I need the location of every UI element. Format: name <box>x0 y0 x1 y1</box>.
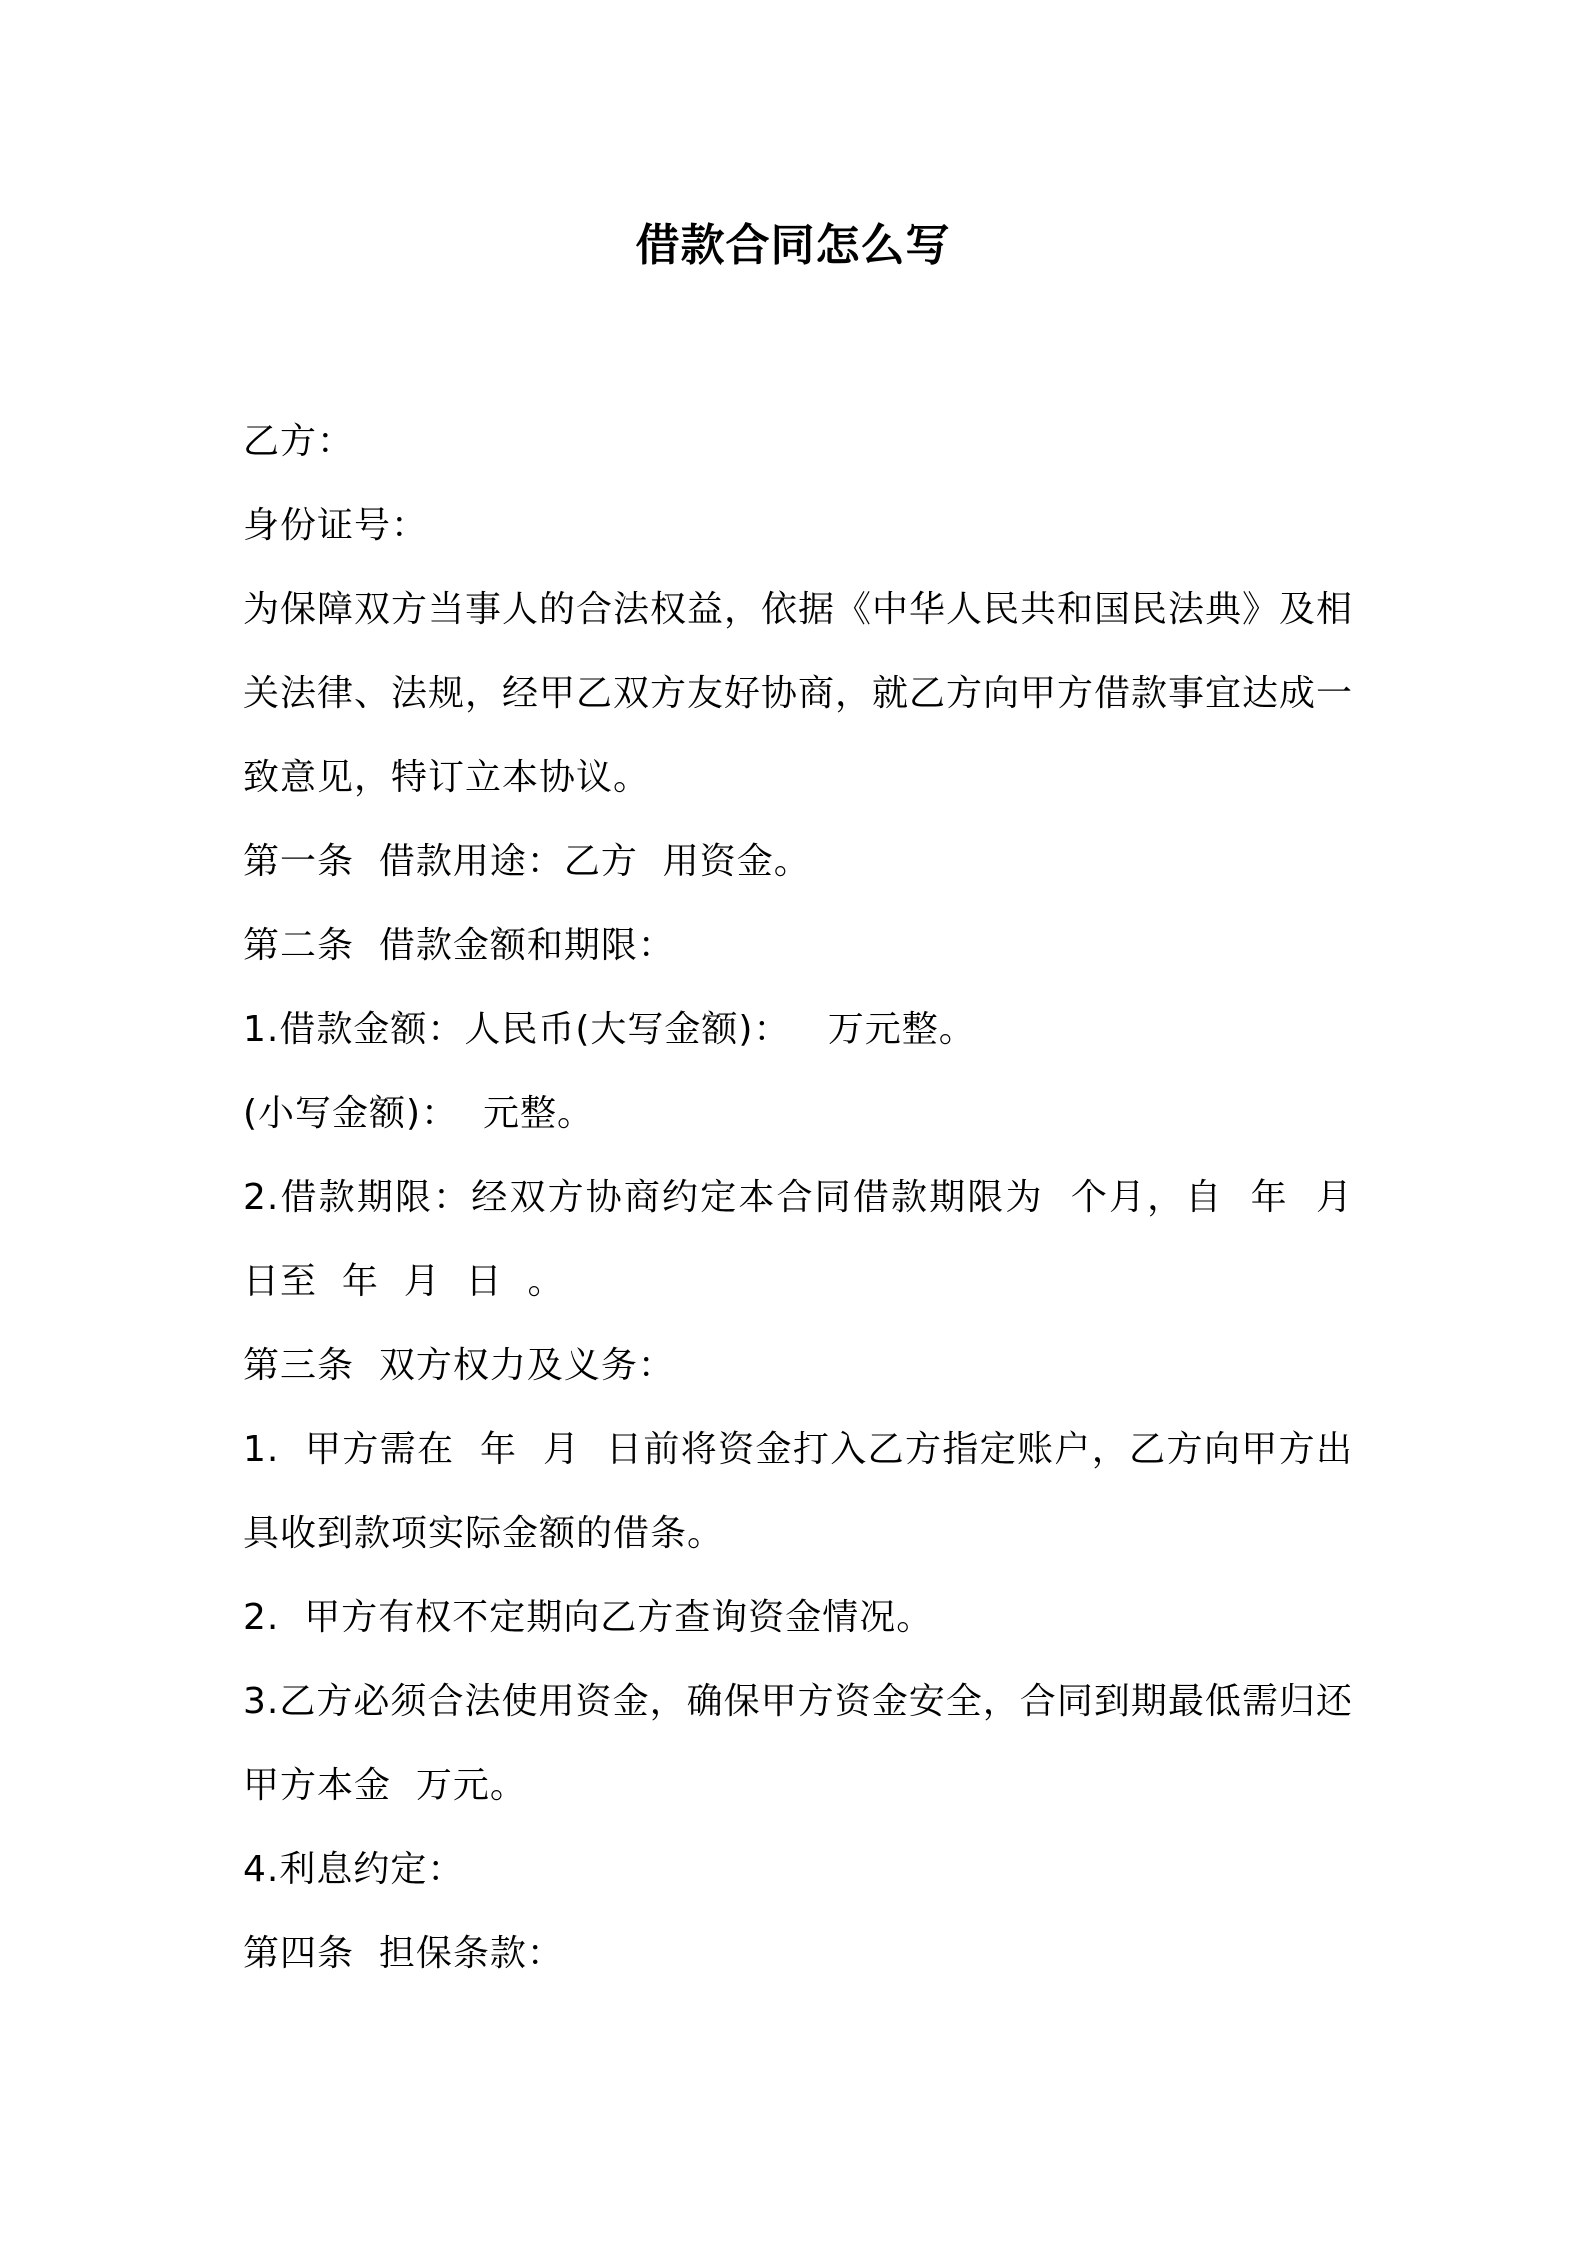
article-4-heading: 第四条 担保条款： <box>243 1933 564 1974</box>
party-b-line: 乙方： <box>243 421 355 462</box>
preamble-paragraph: 为保障双方当事人的合法权益，依据《中华人民共和国民法典》及相关法律、法规，经甲乙双方友好协商，就乙方向甲方借款事宜达成一致意见，特订立本协议。 <box>243 589 1354 798</box>
clause-3-4-interest: 4.利息约定： <box>243 1849 465 1890</box>
clause-3-2: 2. 甲方有权不定期向乙方查询资金情况。 <box>243 1597 934 1638</box>
article-1-loan-purpose: 第一条 借款用途：乙方 用资金。 <box>243 841 811 882</box>
article-2-heading: 第二条 借款金额和期限： <box>243 925 675 966</box>
id-number-line: 身份证号： <box>243 505 429 546</box>
document-body <box>243 400 1378 1996</box>
loan-term-paragraph: 2.借款期限：经双方协商约定本合同借款期限为 个月，自 年 月 日至 年 月 日 。 <box>243 1177 1378 1302</box>
clause-3-1: 1. 甲方需在 年 月 日前将资金打入乙方指定账户，乙方向甲方出具收到款项实际金额的借条。 <box>243 1429 1353 1554</box>
loan-amount-lowercase: (小写金额)： 元整。 <box>243 1093 594 1134</box>
loan-amount-uppercase: 1.借款金额：人民币(大写金额)： 万元整。 <box>243 1009 976 1050</box>
article-3-heading: 第三条 双方权力及义务： <box>243 1345 675 1386</box>
document-title: 借款合同怎么写 <box>635 220 951 271</box>
clause-3-3: 3.乙方必须合法使用资金，确保甲方资金安全，合同到期最低需归还甲方本金 万元。 <box>243 1681 1353 1806</box>
